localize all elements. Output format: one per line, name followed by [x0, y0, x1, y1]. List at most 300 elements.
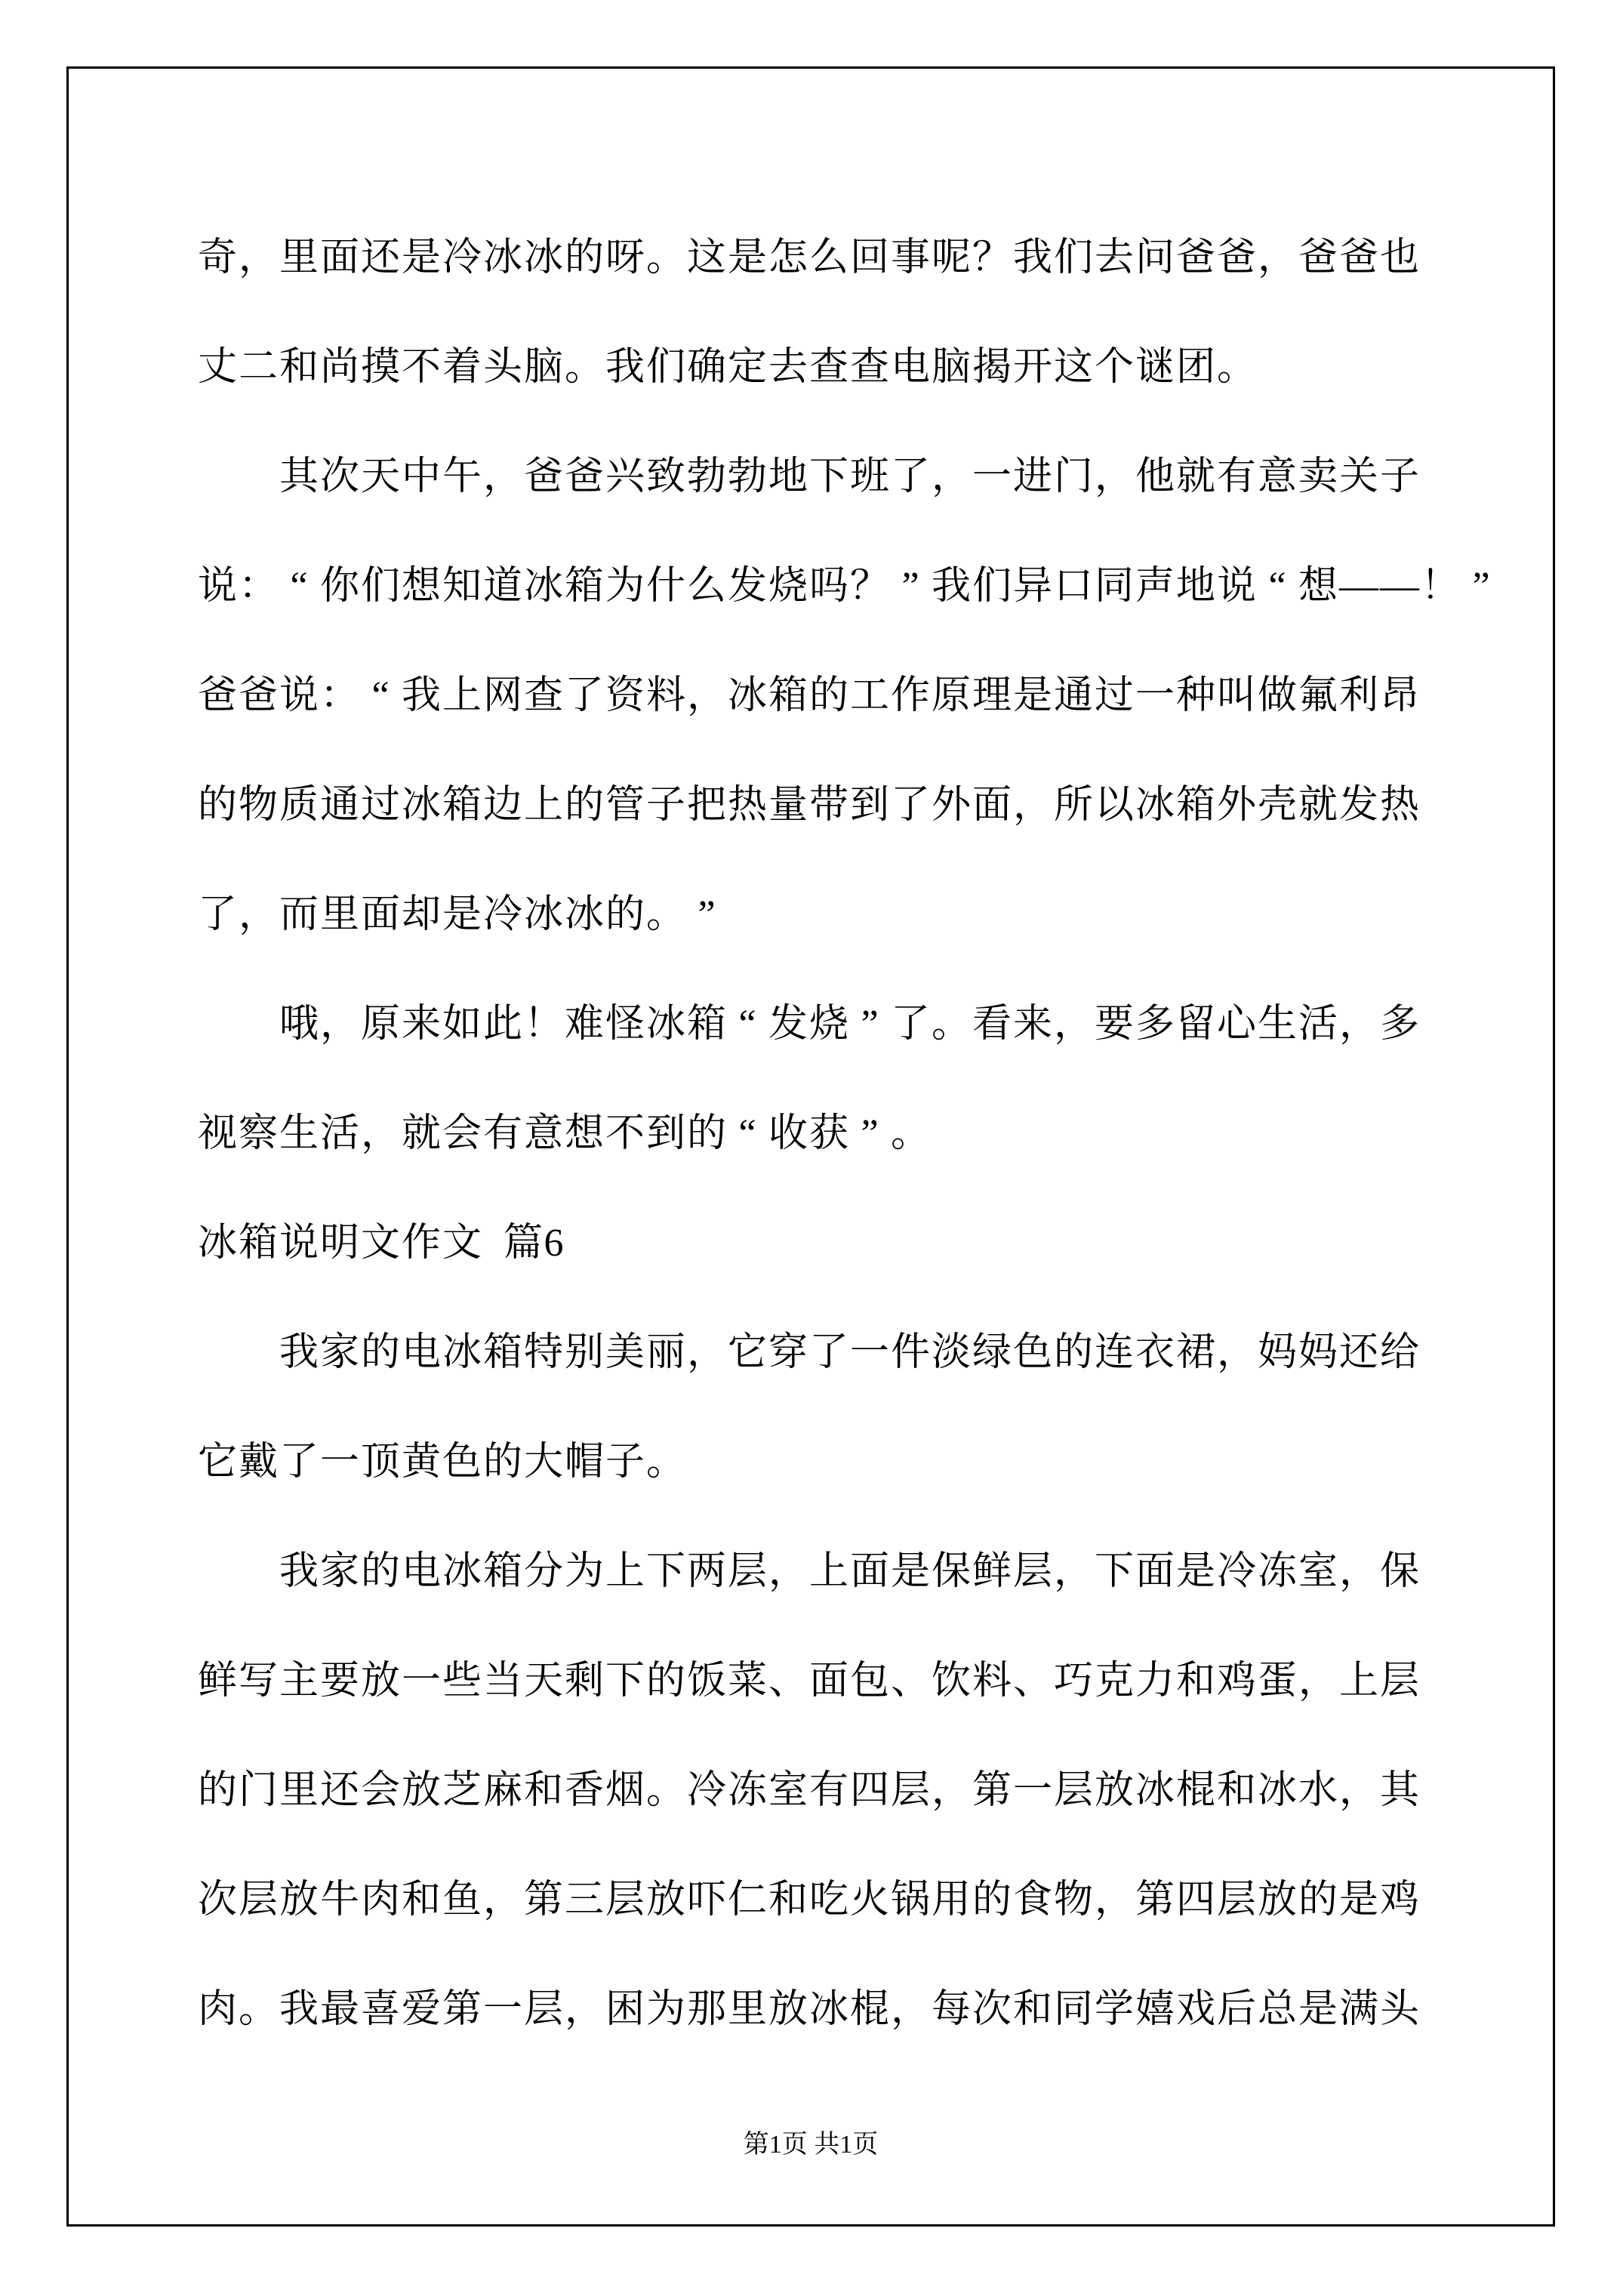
glyph-cell: 想	[1298, 565, 1338, 608]
essay-line	[197, 641, 1465, 750]
glyph-cell: 牛	[319, 1878, 359, 1922]
glyph-cell: 多	[1379, 1003, 1419, 1046]
glyph-cell: ，	[319, 1003, 359, 1046]
glyph-cell: 生	[1257, 1003, 1297, 1046]
glyph-cell: 爸	[1216, 236, 1256, 279]
glyph-cell: ”	[861, 1112, 879, 1155]
glyph-cell: 这	[1053, 346, 1093, 389]
glyph-cell: 发	[768, 1003, 808, 1046]
glyph-cell: 致	[645, 455, 685, 498]
glyph-cell: 网	[482, 674, 522, 717]
glyph-cell: 们	[360, 565, 400, 608]
glyph-cell: 分	[523, 1550, 563, 1593]
glyph-cell: 满	[1338, 1988, 1378, 2031]
glyph-cell: 把	[686, 784, 726, 827]
glyph-cell: 喜	[360, 1988, 400, 2031]
glyph-cell: 上	[1338, 1660, 1378, 1703]
glyph-cell: 黄	[401, 1441, 441, 1484]
glyph-cell: 就	[1298, 784, 1338, 827]
glyph-cell: “	[1268, 565, 1286, 608]
glyph-cell: 定	[727, 346, 767, 389]
glyph-cell: 团	[1175, 346, 1215, 389]
glyph-cell: ，	[1298, 1660, 1338, 1703]
glyph-cell: 查	[808, 346, 848, 389]
glyph-cell: 壳	[1257, 784, 1297, 827]
glyph-cell: 电	[890, 346, 930, 389]
glyph-cell: 一	[482, 1988, 522, 2031]
glyph-cell: 三	[564, 1878, 604, 1922]
essay-line	[197, 1845, 1465, 1955]
glyph-cell: 热	[1379, 784, 1419, 827]
glyph-cell: 烟	[605, 1769, 645, 1812]
glyph-cell: 收	[768, 1112, 808, 1155]
glyph-cell: ？	[972, 236, 1012, 279]
glyph-cell: 面	[972, 784, 1012, 827]
glyph-cell: 门	[238, 1769, 278, 1812]
glyph-cell: 天	[360, 455, 400, 498]
glyph-cell: 那	[686, 1988, 726, 2031]
glyph-cell: 的	[482, 1441, 522, 1484]
essay-line	[197, 860, 1465, 969]
glyph-cell: 我	[279, 1331, 319, 1374]
glyph-cell: 也	[1379, 236, 1419, 279]
glyph-cell: 帽	[564, 1441, 604, 1484]
glyph-cell: 冰	[197, 1222, 237, 1265]
glyph-cell: 第	[1135, 1878, 1175, 1922]
glyph-cell: 大	[523, 1441, 563, 1484]
glyph-cell: 想	[564, 1112, 604, 1155]
glyph-cell: 活	[1298, 1003, 1338, 1046]
glyph-cell: 关	[1338, 455, 1378, 498]
glyph-cell: 查	[523, 674, 563, 717]
glyph-cell: ，	[238, 893, 278, 936]
glyph-cell: 丽	[645, 1331, 685, 1374]
glyph-cell: 门	[1053, 455, 1093, 498]
glyph-cell: 后	[1216, 1988, 1256, 2031]
glyph-cell: 资	[605, 674, 645, 717]
glyph-cell: 如	[442, 1003, 482, 1046]
glyph-cell: “	[738, 1112, 756, 1155]
glyph-cell: 头	[1379, 1988, 1419, 2031]
glyph-cell: 用	[931, 1878, 971, 1922]
glyph-cell: 呢	[931, 236, 971, 279]
glyph-cell: 面	[360, 893, 400, 936]
glyph-cell: 克	[1094, 1660, 1134, 1703]
glyph-cell: 火	[849, 1878, 889, 1922]
glyph-cell: 烧	[808, 1003, 848, 1046]
glyph-cell: ：	[319, 674, 359, 717]
glyph-cell: 层	[605, 1878, 645, 1922]
glyph-cell: 一	[319, 1441, 359, 1484]
glyph-cell: 兴	[605, 455, 645, 498]
glyph-cell: —	[1380, 565, 1419, 608]
glyph-cell: 保	[931, 1550, 971, 1593]
glyph-cell: 了	[890, 784, 930, 827]
glyph-cell: 戴	[238, 1441, 278, 1484]
glyph-cell: 的	[1298, 1878, 1338, 1922]
glyph-cell: 勃	[727, 455, 767, 498]
glyph-cell: 此	[482, 1003, 522, 1046]
glyph-cell: 来	[401, 1003, 441, 1046]
glyph-cell: 下	[605, 1660, 645, 1703]
glyph-cell: 通	[319, 784, 359, 827]
glyph-cell: 鲜	[972, 1550, 1012, 1593]
glyph-cell: 和	[1216, 1769, 1256, 1812]
glyph-cell: 发	[727, 565, 767, 608]
glyph-cell: ！	[1420, 565, 1460, 608]
glyph-cell: 回	[849, 236, 889, 279]
glyph-cell: 里	[279, 1769, 319, 1812]
glyph-cell: 质	[279, 784, 319, 827]
glyph-cell: 妈	[1298, 1331, 1338, 1374]
glyph-cell: 说	[197, 565, 237, 608]
glyph-cell: 尚	[319, 346, 359, 389]
essay-line	[197, 313, 1465, 422]
glyph-cell: 四	[1175, 1878, 1215, 1922]
glyph-cell: 说	[1216, 565, 1256, 608]
glyph-cell: 鸡	[1379, 1878, 1419, 1922]
glyph-cell: 剩	[564, 1660, 604, 1703]
glyph-cell: 。	[645, 1769, 685, 1812]
glyph-cell: “	[371, 674, 390, 717]
glyph-cell: 箱	[482, 1331, 522, 1374]
glyph-cell: 冷	[442, 236, 482, 279]
glyph-cell: 淡	[931, 1331, 971, 1374]
glyph-cell: 放	[401, 1769, 441, 1812]
glyph-cell: 冰	[401, 784, 441, 827]
glyph-cell: 们	[645, 346, 685, 389]
glyph-cell: 察	[238, 1112, 278, 1155]
glyph-cell: 天	[523, 1660, 563, 1703]
glyph-cell: 什	[645, 565, 685, 608]
glyph-cell: 爸	[1338, 236, 1378, 279]
glyph-cell: 。	[1216, 346, 1256, 389]
glyph-cell: 冰	[442, 1550, 482, 1593]
glyph-cell: 。	[890, 1112, 930, 1155]
glyph-cell: ，	[931, 1769, 971, 1812]
glyph-cell: 连	[1094, 1331, 1134, 1374]
glyph-cell: 物	[238, 784, 278, 827]
glyph-cell: 食	[1012, 1878, 1052, 1922]
glyph-cell: 是	[1012, 674, 1052, 717]
glyph-cell: 所	[1053, 784, 1093, 827]
glyph-cell: 里	[279, 236, 319, 279]
essay-line	[197, 1955, 1465, 2064]
glyph-cell: 总	[1257, 1988, 1297, 2031]
glyph-cell: 肉	[360, 1878, 400, 1922]
glyph-cell: 箱	[482, 1550, 522, 1593]
glyph-cell: 昂	[1379, 674, 1419, 717]
glyph-cell: 谜	[1135, 346, 1175, 389]
glyph-cell: 层	[1379, 1660, 1419, 1703]
glyph-cell: 头	[482, 346, 522, 389]
glyph-cell: 是	[727, 236, 767, 279]
glyph-cell: 箱	[442, 784, 482, 827]
glyph-cell: 下	[1094, 1550, 1134, 1593]
glyph-cell: 有	[1216, 455, 1256, 498]
glyph-cell: 箱	[686, 1003, 726, 1046]
glyph-cell: 面	[1135, 1550, 1175, 1593]
glyph-cell: 午	[442, 455, 482, 498]
glyph-cell: 去	[768, 346, 808, 389]
essay-line	[197, 969, 1465, 1079]
glyph-cell: 种	[1175, 674, 1215, 717]
glyph-cell: 冰	[808, 1988, 848, 2031]
glyph-cell: 的	[1053, 1331, 1093, 1374]
glyph-cell: 想	[401, 565, 441, 608]
glyph-cell: 口	[1053, 565, 1093, 608]
glyph-cell: 会	[442, 1112, 482, 1155]
glyph-cell: 利	[1338, 674, 1378, 717]
glyph-cell: 异	[1012, 565, 1052, 608]
glyph-cell: ，	[686, 674, 726, 717]
glyph-cell: 氟	[1298, 674, 1338, 717]
glyph-cell: 中	[401, 455, 441, 498]
glyph-cell: 的	[645, 1660, 685, 1703]
glyph-cell: 。	[645, 1441, 685, 1484]
glyph-cell: 的	[360, 1550, 400, 1593]
glyph-cell: 要	[1094, 1003, 1134, 1046]
glyph-cell: 管	[605, 784, 645, 827]
glyph-cell: ，	[360, 1112, 400, 1155]
glyph-cell: 脑	[931, 346, 971, 389]
glyph-cell: 两	[686, 1550, 726, 1593]
glyph-cell: 特	[523, 1331, 563, 1374]
glyph-cell: “	[738, 1003, 756, 1046]
glyph-cell: 意	[1257, 455, 1297, 498]
glyph-cell: “	[290, 565, 308, 608]
glyph-cell: 冰	[1257, 1769, 1297, 1812]
glyph-cell: 鸡	[1216, 1660, 1256, 1703]
glyph-cell: 工	[849, 674, 889, 717]
glyph-cell: 我	[605, 346, 645, 389]
glyph-cell: 开	[1012, 346, 1052, 389]
glyph-cell: 顶	[360, 1441, 400, 1484]
glyph-cell: 就	[401, 1112, 441, 1155]
glyph-cell: 爸	[238, 674, 278, 717]
glyph-cell: 第	[972, 1769, 1012, 1812]
glyph-cell: 其	[1379, 1769, 1419, 1812]
glyph-cell: 冰	[727, 674, 767, 717]
glyph-cell: ，	[1094, 455, 1134, 498]
glyph-cell: 烧	[768, 565, 808, 608]
glyph-cell: 肉	[197, 1988, 237, 2031]
glyph-cell: 还	[319, 1769, 359, 1812]
glyph-cell: 水	[1298, 1769, 1338, 1812]
glyph-cell: 吃	[808, 1878, 848, 1922]
glyph-cell: ，	[1053, 1003, 1093, 1046]
glyph-cell: 通	[1053, 674, 1093, 717]
glyph-cell: 冰	[645, 1003, 685, 1046]
glyph-cell: 确	[686, 346, 726, 389]
glyph-cell: ”	[901, 565, 919, 608]
glyph-cell: 写	[238, 1660, 278, 1703]
glyph-cell: 视	[197, 1112, 237, 1155]
glyph-cell: ，	[1338, 1769, 1378, 1812]
glyph-cell: ，	[1338, 1550, 1378, 1593]
glyph-cell: 作	[401, 1222, 441, 1265]
glyph-cell: 、	[890, 1660, 930, 1703]
glyph-cell: 冰	[1135, 1769, 1175, 1812]
glyph-cell: 、	[1012, 1660, 1052, 1703]
glyph-cell: 量	[768, 784, 808, 827]
glyph-cell: 到	[645, 1112, 685, 1155]
glyph-cell: ？	[849, 565, 889, 608]
glyph-cell: 们	[972, 565, 1012, 608]
glyph-cell: 下	[645, 1550, 685, 1593]
page-footer	[69, 2126, 1553, 2164]
glyph-cell: ，	[890, 1988, 930, 2031]
glyph-cell: ，	[1257, 236, 1297, 279]
glyph-cell: 的	[808, 674, 848, 717]
glyph-cell: 箱	[768, 674, 808, 717]
glyph-cell: ，	[1338, 1003, 1378, 1046]
glyph-cell: 奇	[197, 236, 237, 279]
glyph-cell: ！	[523, 1003, 563, 1046]
glyph-cell: 篇	[503, 1222, 543, 1265]
glyph-cell: 次	[972, 1988, 1012, 2031]
glyph-cell: 是	[1298, 1988, 1338, 2031]
glyph-cell: 怪	[605, 1003, 645, 1046]
essay-line	[197, 203, 1465, 313]
glyph-cell: 留	[1175, 1003, 1215, 1046]
glyph-cell: 呀	[605, 236, 645, 279]
glyph-cell: 道	[482, 565, 522, 608]
glyph-cell: 是	[442, 893, 482, 936]
glyph-cell: 知	[442, 565, 482, 608]
glyph-cell: 上	[442, 674, 482, 717]
glyph-cell: 。	[645, 893, 685, 936]
glyph-cell: 它	[197, 1441, 237, 1484]
glyph-cell: 冰	[442, 1331, 482, 1374]
glyph-cell: 美	[605, 1331, 645, 1374]
glyph-cell: 热	[727, 784, 767, 827]
glyph-cell: 物	[1053, 1878, 1093, 1922]
glyph-cell: 子	[1379, 455, 1419, 498]
glyph-cell: 层	[1012, 1550, 1052, 1593]
glyph-cell: 的	[605, 893, 645, 936]
glyph-cell: 最	[319, 1988, 359, 2031]
glyph-cell: 主	[279, 1660, 319, 1703]
glyph-cell: 地	[768, 455, 808, 498]
glyph-cell: 了	[808, 1331, 848, 1374]
glyph-cell: 层	[238, 1878, 278, 1922]
glyph-cell: 外	[1216, 784, 1256, 827]
glyph-cell: 这	[686, 236, 726, 279]
glyph-cell: 一	[1135, 674, 1175, 717]
glyph-cell: 其	[279, 455, 319, 498]
glyph-cell: 绿	[972, 1331, 1012, 1374]
glyph-cell: 丈	[197, 346, 237, 389]
glyph-cell: ，	[1216, 1331, 1256, 1374]
glyph-cell: 仁	[727, 1878, 767, 1922]
essay-line	[197, 1188, 1465, 1298]
glyph-cell: 妈	[1257, 1331, 1297, 1374]
glyph-cell: 放	[645, 1878, 685, 1922]
essay-body	[197, 203, 1490, 2064]
glyph-cell: 穿	[768, 1331, 808, 1374]
glyph-cell: 了	[197, 893, 237, 936]
glyph-cell: 说	[279, 1222, 319, 1265]
glyph-cell: 班	[849, 455, 889, 498]
glyph-cell: 冰	[482, 236, 522, 279]
glyph-cell: 是	[1175, 1550, 1215, 1593]
glyph-cell: 电	[401, 1331, 441, 1374]
glyph-cell: 嬉	[1135, 1988, 1175, 2031]
glyph-cell: 冷	[482, 893, 522, 936]
essay-line	[197, 1517, 1465, 1626]
glyph-cell: 还	[360, 236, 400, 279]
glyph-cell: 为	[564, 1550, 604, 1593]
glyph-cell: 冰	[523, 236, 563, 279]
glyph-cell: 进	[1012, 455, 1052, 498]
glyph-cell: 到	[849, 784, 889, 827]
glyph-cell: 些	[442, 1660, 482, 1703]
glyph-cell: 多	[1135, 1003, 1175, 1046]
glyph-cell: 冰	[564, 893, 604, 936]
glyph-cell: 饮	[931, 1660, 971, 1703]
glyph-cell: ，	[931, 455, 971, 498]
glyph-cell: 四	[849, 1769, 889, 1812]
glyph-cell: 放	[360, 1660, 400, 1703]
glyph-cell: 哦	[279, 1003, 319, 1046]
glyph-cell: 作	[890, 674, 930, 717]
glyph-cell: 问	[1135, 236, 1175, 279]
glyph-cell: 不	[401, 346, 441, 389]
glyph-cell: 原	[360, 1003, 400, 1046]
glyph-cell: 放	[768, 1988, 808, 2031]
glyph-cell: 同	[1094, 565, 1134, 608]
glyph-cell: 冷	[686, 1769, 726, 1812]
glyph-cell: 层	[523, 1988, 563, 2031]
glyph-cell: 就	[1175, 455, 1215, 498]
glyph-cell: 饭	[686, 1660, 726, 1703]
glyph-cell: 过	[360, 784, 400, 827]
glyph-cell: 摸	[360, 346, 400, 389]
glyph-cell: 箱	[564, 565, 604, 608]
glyph-cell: 箱	[1175, 784, 1215, 827]
essay-line	[197, 1626, 1465, 1736]
essay-line	[197, 422, 1465, 532]
glyph-cell: 芝	[442, 1769, 482, 1812]
glyph-cell: 下	[808, 455, 848, 498]
glyph-cell: 查	[849, 346, 889, 389]
glyph-cell: 电	[401, 1550, 441, 1593]
glyph-cell: 你	[319, 565, 359, 608]
glyph-cell: 是	[1338, 1878, 1378, 1922]
glyph-cell: 发	[1338, 784, 1378, 827]
glyph-cell: 理	[972, 674, 1012, 717]
glyph-cell: 次	[197, 1878, 237, 1922]
glyph-cell: 面	[808, 1660, 848, 1703]
glyph-cell: 冰	[523, 565, 563, 608]
glyph-cell: 我	[931, 565, 971, 608]
glyph-cell: 层	[1053, 1769, 1093, 1812]
glyph-cell: 上	[523, 784, 563, 827]
glyph-cell: 和	[1012, 1988, 1052, 2031]
glyph-cell: 。	[645, 236, 685, 279]
glyph-cell: 同	[1053, 1988, 1093, 2031]
glyph-cell: 的	[197, 1769, 237, 1812]
glyph-cell: 的	[360, 1331, 400, 1374]
glyph-cell: 原	[931, 674, 971, 717]
glyph-cell: 和	[1175, 1660, 1215, 1703]
glyph-cell: 获	[808, 1112, 848, 1155]
glyph-cell: 。	[238, 1988, 278, 2031]
glyph-cell: 冻	[727, 1769, 767, 1812]
glyph-cell: 鱼	[442, 1878, 482, 1922]
glyph-cell: 的	[564, 236, 604, 279]
